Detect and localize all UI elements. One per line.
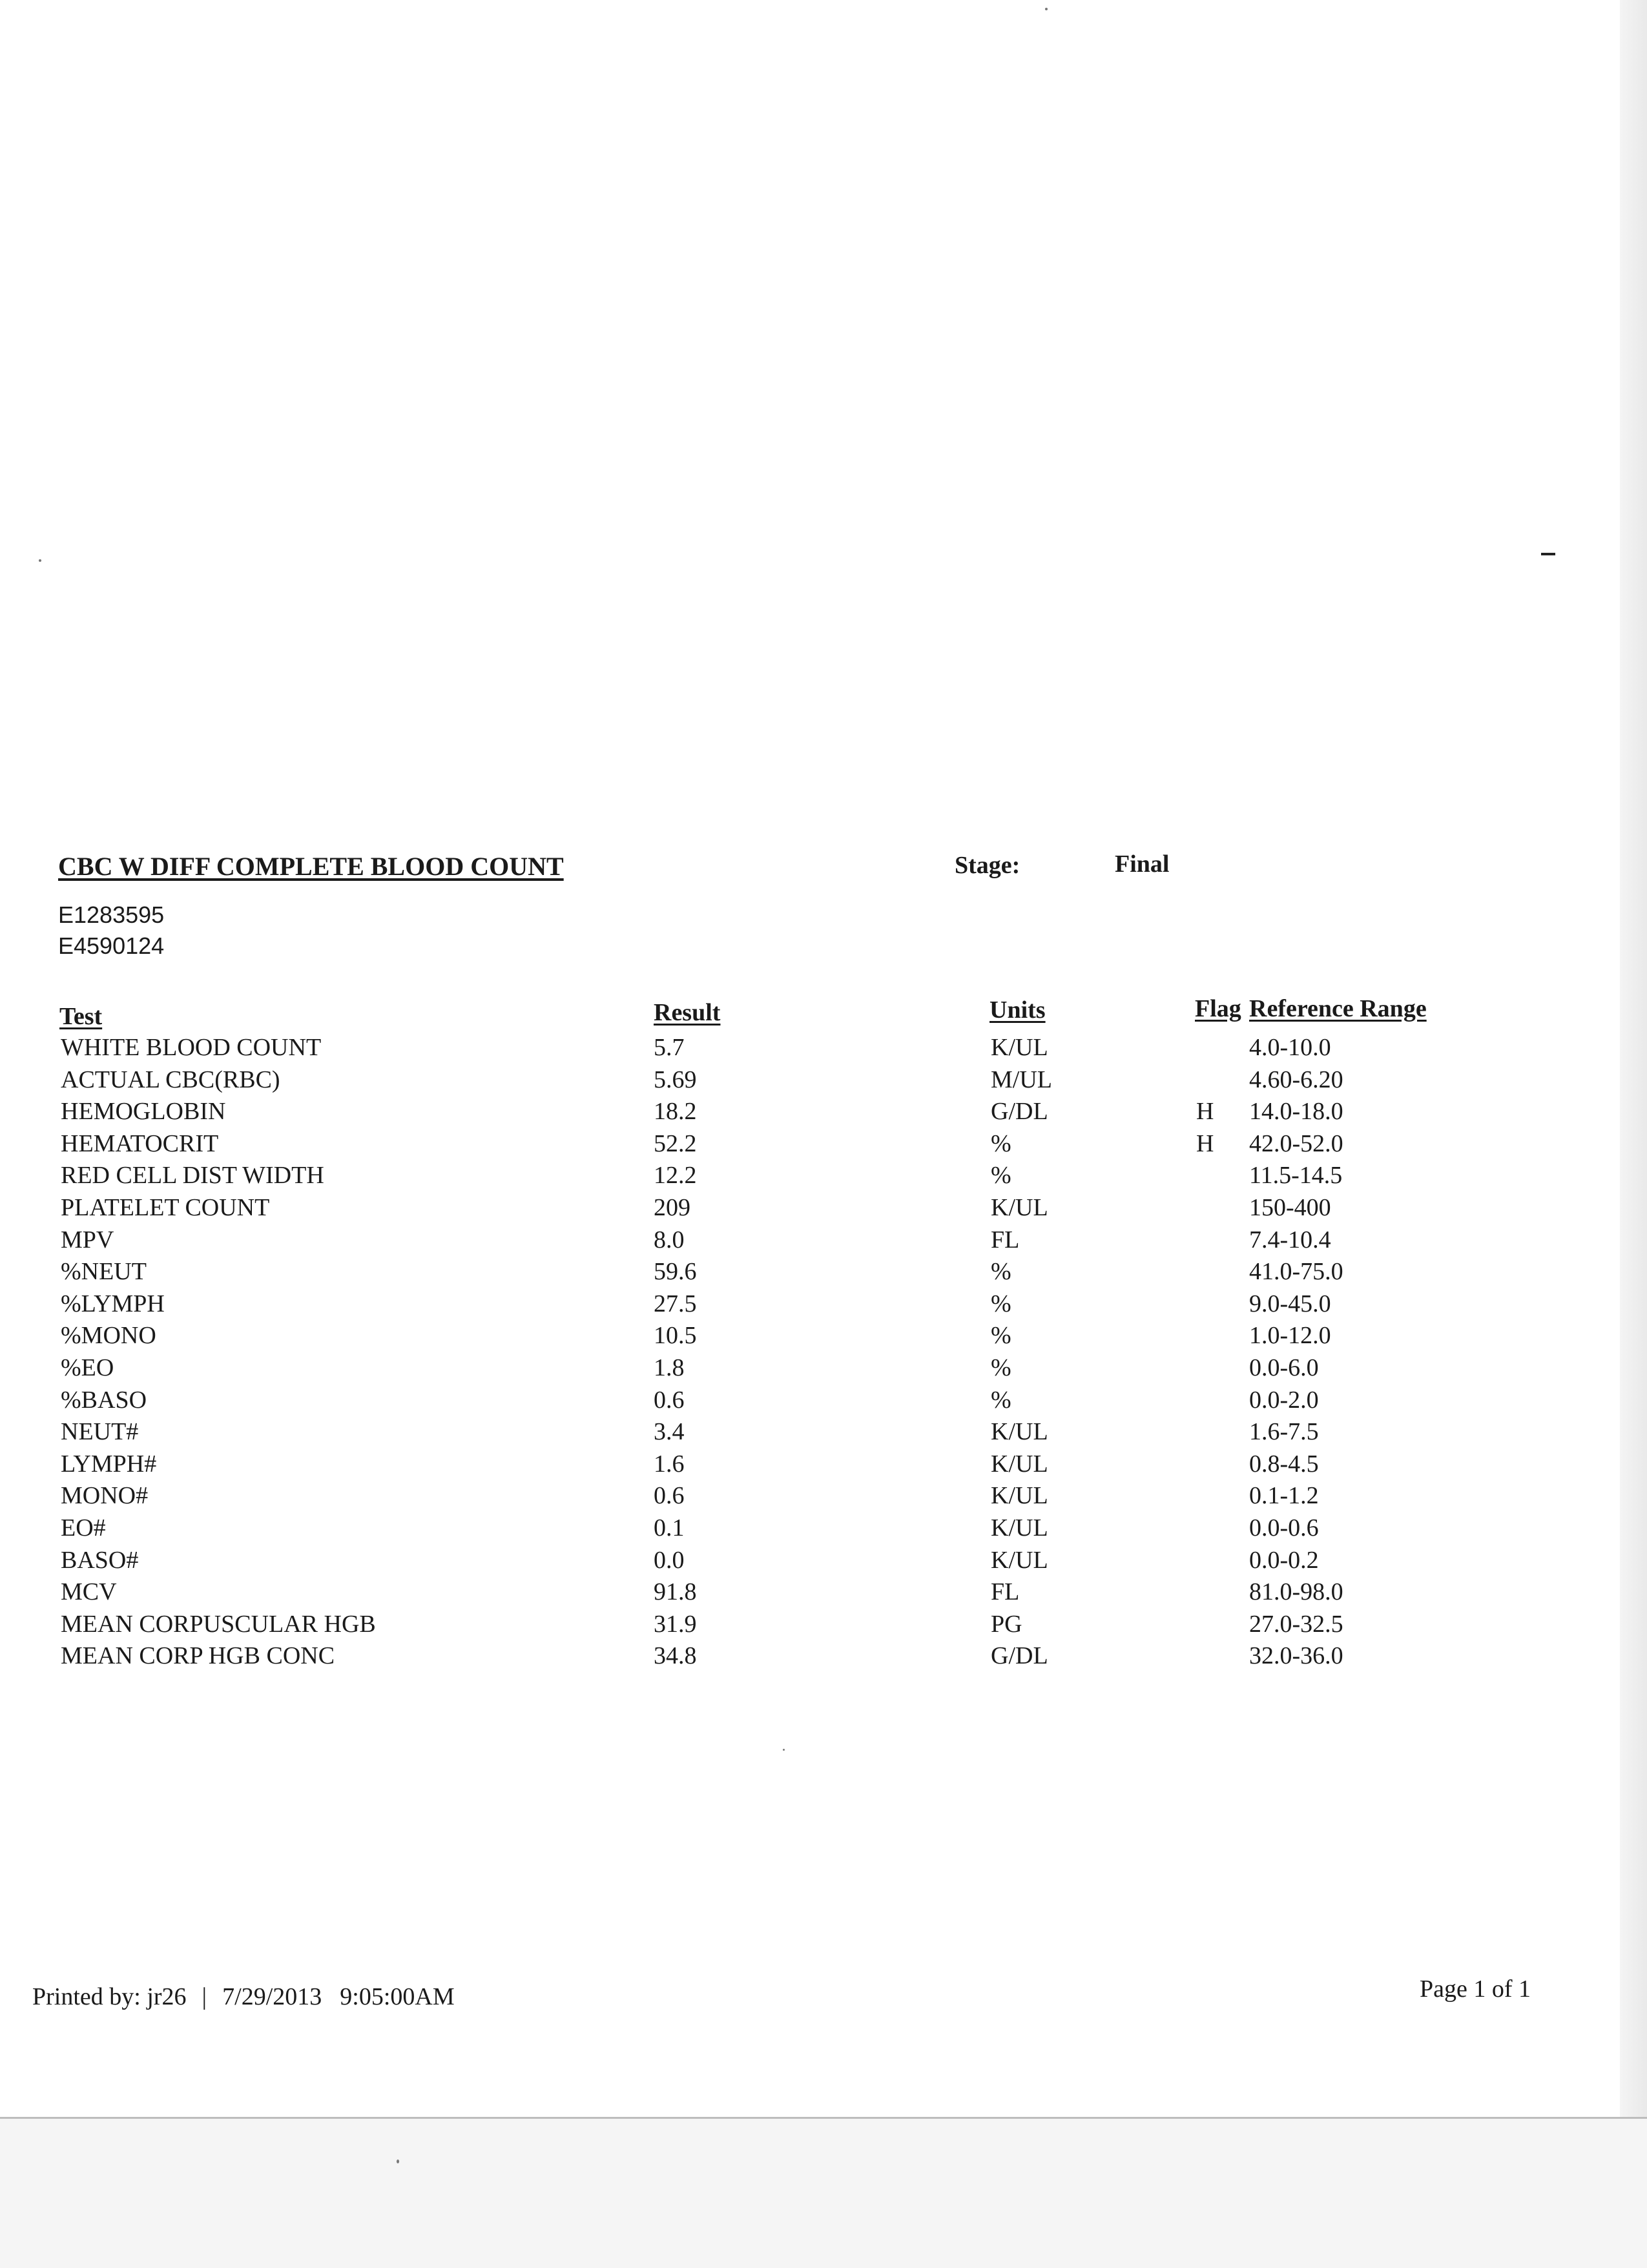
units-value: K/UL (991, 1514, 1048, 1541)
result-value: 0.6 (654, 1482, 685, 1510)
result-value: 0.6 (654, 1386, 685, 1414)
result-value: 0.0 (654, 1546, 685, 1574)
units-value: FL (991, 1578, 1020, 1606)
table-row (0, 1354, 1647, 1386)
units-value: PG (991, 1610, 1022, 1638)
table-row (0, 1514, 1647, 1546)
scan-speck (783, 1749, 785, 1751)
scan-speck (1045, 8, 1048, 10)
column-header-result: Result (654, 999, 721, 1026)
table-row (0, 1226, 1647, 1258)
test-name: MONO# (61, 1482, 149, 1510)
footer-separator: | (202, 1983, 207, 2010)
test-name: %LYMPH (61, 1290, 165, 1317)
units-value: K/UL (991, 1546, 1048, 1574)
reference-range-value: 9.0-45.0 (1249, 1290, 1331, 1317)
printed-by-user: jr26 (147, 1983, 187, 2010)
table-row (0, 1450, 1647, 1482)
test-name: LYMPH# (61, 1450, 157, 1478)
reference-range-value: 32.0-36.0 (1249, 1642, 1343, 1670)
scan-speck (39, 559, 41, 562)
reference-range-value: 11.5-14.5 (1249, 1162, 1343, 1190)
test-name: %BASO (61, 1386, 147, 1414)
column-header-units: Units (989, 996, 1046, 1024)
table-row (0, 1642, 1647, 1674)
reference-range-value: 0.1-1.2 (1249, 1482, 1319, 1510)
units-value: M/UL (991, 1066, 1052, 1093)
units-value: % (991, 1322, 1011, 1350)
table-row (0, 1481, 1647, 1514)
result-value: 59.6 (654, 1258, 697, 1286)
reference-range-value: 0.8-4.5 (1249, 1450, 1319, 1478)
stage-label: Stage: (955, 852, 1020, 879)
stray-dash-mark (1541, 553, 1555, 555)
test-name: %MONO (61, 1322, 156, 1350)
print-info (32, 1983, 455, 2011)
table-row (0, 1033, 1647, 1066)
table-row (0, 1321, 1647, 1354)
units-value: K/UL (991, 1450, 1048, 1478)
units-value: % (991, 1258, 1011, 1286)
units-value: % (991, 1290, 1011, 1317)
table-row (0, 1290, 1647, 1322)
reference-range-value: 41.0-75.0 (1249, 1258, 1343, 1286)
test-name: MPV (61, 1226, 114, 1253)
result-value: 3.4 (654, 1418, 685, 1446)
test-name: WHITE BLOOD COUNT (61, 1034, 322, 1061)
table-row (0, 1161, 1647, 1193)
flag-value: H (1196, 1098, 1214, 1126)
units-value: % (991, 1162, 1011, 1190)
reference-range-value: 1.0-12.0 (1249, 1322, 1331, 1350)
specimen-code: E1283595 (58, 902, 165, 928)
table-row (0, 1578, 1647, 1610)
reference-range-value: 150-400 (1249, 1193, 1331, 1221)
units-value: G/DL (991, 1098, 1048, 1126)
table-row (0, 1066, 1647, 1098)
printed-by-label: Printed by: (32, 1983, 141, 2010)
units-value: FL (991, 1226, 1020, 1253)
table-row (0, 1257, 1647, 1290)
result-value: 18.2 (654, 1098, 697, 1126)
table-row (0, 1097, 1647, 1129)
units-value: K/UL (991, 1193, 1048, 1221)
reference-range-value: 7.4-10.4 (1249, 1226, 1331, 1253)
reference-range-value: 27.0-32.5 (1249, 1610, 1343, 1638)
stage-value: Final (1115, 850, 1170, 878)
scan-speck (397, 2160, 399, 2163)
result-value: 0.1 (654, 1514, 685, 1541)
table-row (0, 1193, 1647, 1226)
table-row (0, 1386, 1647, 1418)
test-name: ACTUAL CBC(RBC) (61, 1066, 280, 1093)
test-name: BASO# (61, 1546, 139, 1574)
units-value: K/UL (991, 1034, 1048, 1061)
result-value: 91.8 (654, 1578, 697, 1606)
test-name: HEMOGLOBIN (61, 1098, 226, 1126)
reference-range-value: 4.60-6.20 (1249, 1066, 1343, 1093)
result-value: 34.8 (654, 1642, 697, 1670)
test-name: HEMATOCRIT (61, 1129, 219, 1157)
result-value: 5.7 (654, 1034, 685, 1061)
result-value: 5.69 (654, 1066, 697, 1093)
units-value: G/DL (991, 1642, 1048, 1670)
units-value: % (991, 1129, 1011, 1157)
result-value: 8.0 (654, 1226, 685, 1253)
units-value: K/UL (991, 1482, 1048, 1510)
report-title: CBC W DIFF COMPLETE BLOOD COUNT (58, 852, 564, 881)
test-name: %EO (61, 1354, 114, 1381)
result-value: 31.9 (654, 1610, 697, 1638)
flag-value: H (1196, 1129, 1214, 1157)
test-name: MEAN CORPUSCULAR HGB (61, 1610, 376, 1638)
reference-range-value: 0.0-0.6 (1249, 1514, 1319, 1541)
test-name: NEUT# (61, 1418, 139, 1446)
table-row (0, 1546, 1647, 1578)
reference-range-value: 81.0-98.0 (1249, 1578, 1343, 1606)
test-name: MEAN CORP HGB CONC (61, 1642, 335, 1670)
reference-range-value: 4.0-10.0 (1249, 1034, 1331, 1061)
test-name: %NEUT (61, 1258, 147, 1286)
table-row (0, 1129, 1647, 1162)
result-value: 1.8 (654, 1354, 685, 1381)
result-value: 1.6 (654, 1450, 685, 1478)
result-value: 12.2 (654, 1162, 697, 1190)
specimen-code: E4590124 (58, 933, 165, 959)
page-number: Page 1 of 1 (1420, 1975, 1531, 2003)
units-value: % (991, 1354, 1011, 1381)
column-header-reference-range: Reference Range (1249, 995, 1427, 1022)
table-row (0, 1610, 1647, 1642)
reference-range-value: 42.0-52.0 (1249, 1129, 1343, 1157)
column-header-test: Test (59, 1003, 103, 1030)
result-value: 209 (654, 1193, 690, 1221)
reference-range-value: 0.0-2.0 (1249, 1386, 1319, 1414)
test-name: RED CELL DIST WIDTH (61, 1162, 324, 1190)
scan-bottom-margin (0, 2117, 1647, 2268)
test-name: PLATELET COUNT (61, 1193, 270, 1221)
column-header-flag: Flag (1195, 995, 1241, 1022)
units-value: K/UL (991, 1418, 1048, 1446)
test-name: EO# (61, 1514, 106, 1541)
print-time: 9:05:00AM (340, 1983, 455, 2010)
reference-range-value: 14.0-18.0 (1249, 1098, 1343, 1126)
results-table (0, 1033, 1647, 1674)
table-row (0, 1418, 1647, 1450)
result-value: 52.2 (654, 1129, 697, 1157)
result-value: 27.5 (654, 1290, 697, 1317)
units-value: % (991, 1386, 1011, 1414)
test-name: MCV (61, 1578, 117, 1606)
reference-range-value: 0.0-6.0 (1249, 1354, 1319, 1381)
result-value: 10.5 (654, 1322, 697, 1350)
print-date: 7/29/2013 (222, 1983, 322, 2010)
reference-range-value: 0.0-0.2 (1249, 1546, 1319, 1574)
reference-range-value: 1.6-7.5 (1249, 1418, 1319, 1446)
